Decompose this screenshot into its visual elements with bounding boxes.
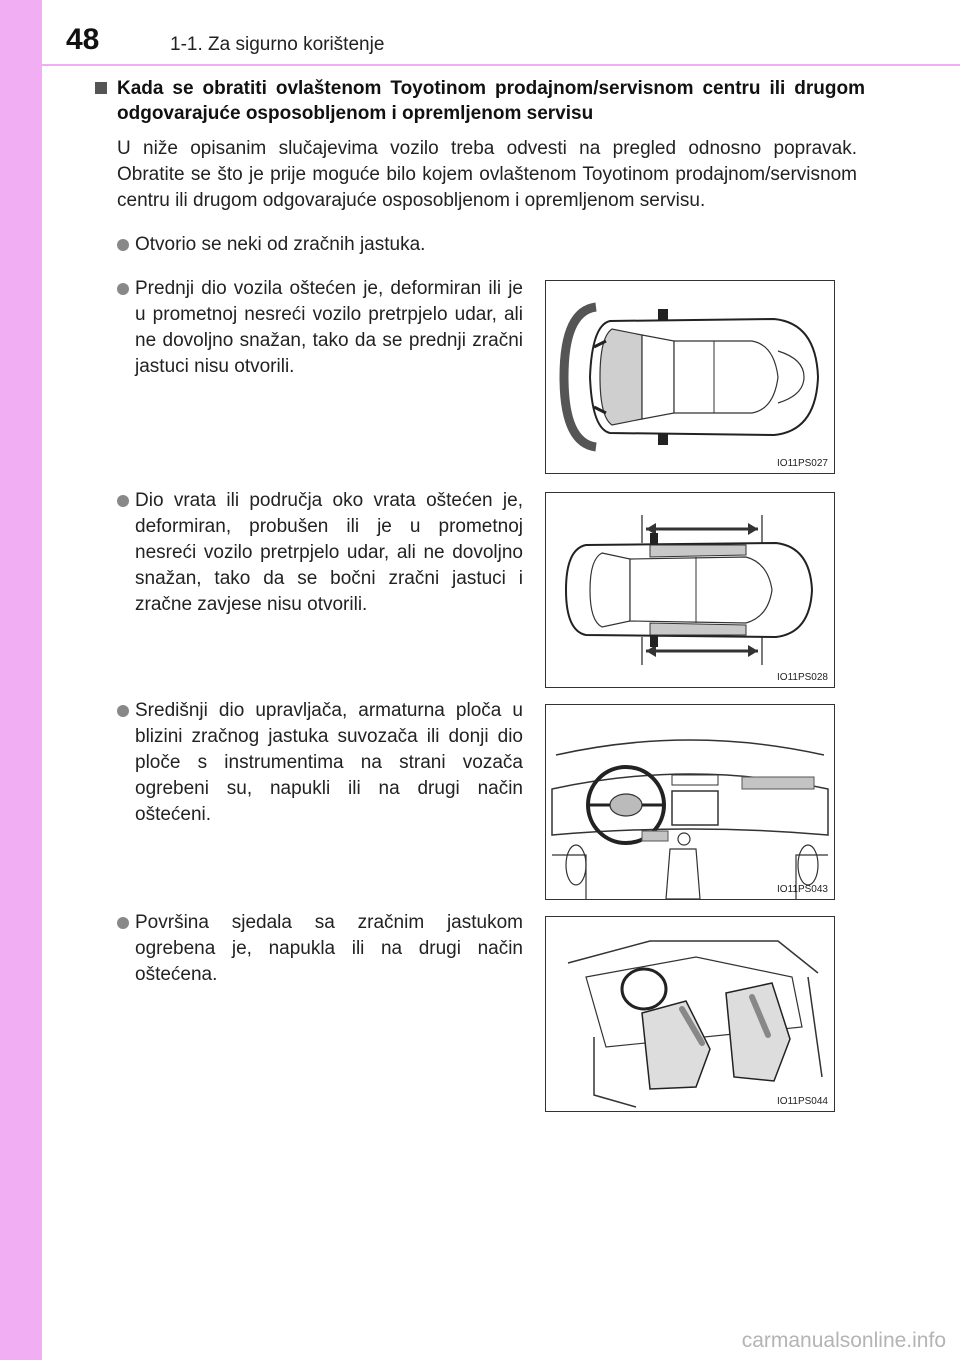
figure-code: IO11PS027 xyxy=(777,458,828,469)
page-number: 48 xyxy=(66,23,100,56)
section-title: 1-1. Za sigurno korištenje xyxy=(170,34,385,55)
bullet-seat-damage: Površina sjedala sa zračnim jastukom ogrebena je, napukla ili na drugi način oštećena. xyxy=(117,910,523,988)
bullet-dot-icon xyxy=(117,705,129,717)
figure-door-damage xyxy=(545,492,835,688)
dashboard-illustration xyxy=(546,705,834,899)
figure-dashboard-damage xyxy=(545,704,835,900)
bullet-airbag-deployed: Otvorio se neki od zračnih jastuka. xyxy=(117,232,857,258)
figure-code: IO11PS028 xyxy=(777,672,828,683)
watermark: carmanualsonline.info xyxy=(741,1329,946,1352)
figure-code: IO11PS043 xyxy=(777,884,828,895)
bullet-door-damage: Dio vrata ili područja oko vrata oštećen je, deformiran, probušen ili je u prometnoj nesreći vozilo pretrpjelo udar, ali ne dovoljno snažan, tako da se bočni zračni jastuci i zračne zavjese nisu otvorili. xyxy=(117,488,523,618)
figure-seat-damage xyxy=(545,916,835,1112)
figure-code: IO11PS044 xyxy=(777,1096,828,1107)
heading-square-icon xyxy=(95,82,107,94)
bullet-front-damage: Prednji dio vozila oštećen je, deformiran ili je u prometnoj nesreći vozilo pretrpjelo udar, ali ne dovoljno snažan, tako da se prednji zračni jastuci nisu otvorili. xyxy=(117,276,523,380)
car-top-view-side-illustration xyxy=(546,493,834,687)
bullet-dashboard-damage: Središnji dio upravljača, armaturna ploča u blizini zračnog jastuka suvozača ili donji dio ploče s instrumentima na strani vozača ogrebeni su, napukli ili na drugi način oštećeni. xyxy=(117,698,523,828)
bullet-dot-icon xyxy=(117,495,129,507)
intro-paragraph: U niže opisanim slučajevima vozilo treba odvesti na pregled odnosno popravak. Obratite se što je prije moguće bilo kojem ovlaštenom Toyotinom prodajnom/servisnom centru ili drugom odgovarajuće osposobljenom i opremljenom servisu. xyxy=(117,138,857,211)
bullet-dot-icon xyxy=(117,283,129,295)
seat-interior-illustration xyxy=(546,917,834,1111)
header-rule xyxy=(42,64,960,66)
bullet-dot-icon xyxy=(117,917,129,929)
car-top-view-front-illustration xyxy=(546,281,834,473)
side-color-bar xyxy=(0,0,42,1360)
subsection-heading: Kada se obratiti ovlaštenom Toyotinom prodajnom/servisnom centru ili drugom odgovarajuće osposobljenom i opremljenom servisu xyxy=(95,76,865,126)
figure-front-damage xyxy=(545,280,835,474)
bullet-dot-icon xyxy=(117,239,129,251)
